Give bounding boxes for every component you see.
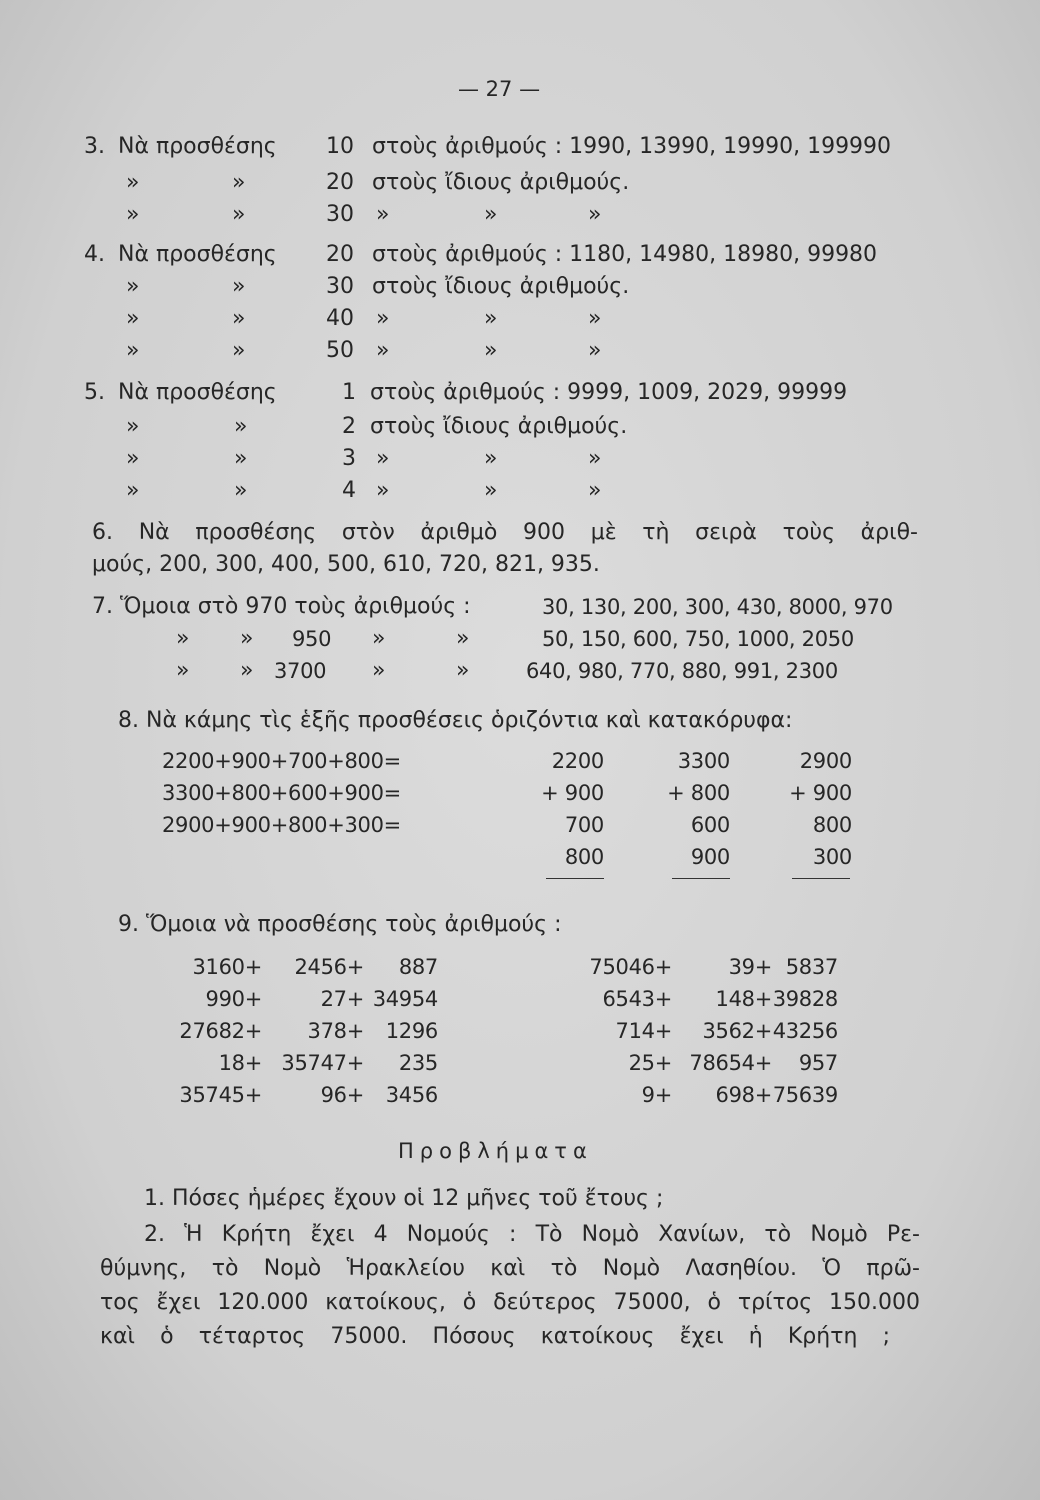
ditto-mark: » bbox=[232, 202, 246, 227]
column-addend: 800 bbox=[812, 813, 852, 837]
exercise-title: 9. Ὅμοια νὰ προσθέσης τοὺς ἀριθμούς : bbox=[118, 912, 562, 937]
column-addend: + 900 bbox=[541, 781, 604, 805]
addend: 39828 bbox=[772, 987, 838, 1011]
ditto-mark: » bbox=[484, 478, 498, 503]
addend: 25+ bbox=[628, 1051, 672, 1075]
ditto-mark: » bbox=[588, 202, 602, 227]
problem-2-line: καὶ ὁ τέταρτος 75000. Πόσους κατοίκους ἔχει ἡ Κρήτη ; bbox=[100, 1324, 890, 1349]
amount: 40 bbox=[326, 306, 354, 331]
ditto-mark: » bbox=[240, 658, 254, 683]
exercise-text: στοὺς ἀριθμούς : 1180, 14980, 18980, 99980 bbox=[372, 242, 878, 267]
ditto-mark: » bbox=[484, 202, 498, 227]
ditto-mark: » bbox=[126, 202, 140, 227]
exercise-verb: Νὰ προσθέσης bbox=[118, 134, 277, 159]
ditto-mark: » bbox=[232, 338, 246, 363]
exercise-text: στοὺς ἴδιους ἀριθμούς. bbox=[372, 274, 630, 299]
base-number: 3700 bbox=[274, 659, 327, 683]
problem-2-line: 2. Ἡ Κρήτη ἔχει 4 Νομούς : Τὸ Νομὸ Χανίων, τὸ Νομὸ Ρε- bbox=[144, 1222, 920, 1247]
base-number: 950 bbox=[292, 627, 332, 651]
sum-rule bbox=[792, 878, 850, 879]
exercise-text: 6. Νὰ προσθέσης στὸν ἀριθμὸ 900 μὲ τὴ σειρὰ τοὺς ἀριθ- bbox=[92, 520, 918, 545]
amount: 1 bbox=[342, 380, 356, 405]
page-number: — 27 — bbox=[458, 77, 541, 101]
addend: 1296 bbox=[385, 1019, 438, 1043]
ditto-mark: » bbox=[372, 658, 386, 683]
exercise-verb: Νὰ προσθέσης bbox=[118, 380, 277, 405]
ditto-mark: » bbox=[240, 626, 254, 651]
ditto-mark: » bbox=[234, 414, 248, 439]
exercise-number: 3. bbox=[84, 134, 105, 159]
ditto-mark: » bbox=[126, 414, 140, 439]
ditto-mark: » bbox=[484, 306, 498, 331]
addend: 2456+ bbox=[294, 955, 364, 979]
problem-1: 1. Πόσες ἡμέρες ἔχουν οἱ 12 μῆνες τοῦ ἔτους ; bbox=[144, 1186, 664, 1211]
ditto-mark: » bbox=[372, 626, 386, 651]
amount: 20 bbox=[326, 242, 354, 267]
addend: 78654+ bbox=[689, 1051, 772, 1075]
amount: 30 bbox=[326, 202, 354, 227]
ditto-mark: » bbox=[234, 446, 248, 471]
column-addend: 2900 bbox=[799, 749, 852, 773]
horizontal-sum: 2200+900+700+800= bbox=[162, 749, 401, 773]
addend: 96+ bbox=[320, 1083, 364, 1107]
sum-rule bbox=[546, 878, 604, 879]
addend: 43256 bbox=[772, 1019, 838, 1043]
addend: 3160+ bbox=[192, 955, 262, 979]
column-addend: 600 bbox=[690, 813, 730, 837]
addend: 39+ bbox=[728, 955, 772, 979]
column-addend: + 800 bbox=[667, 781, 730, 805]
ditto-mark: » bbox=[176, 626, 190, 651]
ditto-mark: » bbox=[588, 446, 602, 471]
exercise-title: 8. Νὰ κάμης τὶς ἑξῆς προσθέσεις ὁριζόντια καὶ κατακόρυφα: bbox=[118, 708, 793, 733]
amount: 30 bbox=[326, 274, 354, 299]
problem-2-line: τος ἔχει 120.000 κατοίκους, ὁ δεύτερος 75000, ὁ τρίτος 150.000 bbox=[100, 1290, 920, 1315]
exercise-verb: Νὰ προσθέσης bbox=[118, 242, 277, 267]
ditto-mark: » bbox=[176, 658, 190, 683]
addend: 957 bbox=[798, 1051, 838, 1075]
ditto-mark: » bbox=[484, 338, 498, 363]
number-list: 640, 980, 770, 880, 991, 2300 bbox=[526, 659, 838, 683]
problem-2-line: θύμνης, τὸ Νομὸ Ἡρακλείου καὶ τὸ Νομὸ Λασηθίου. Ὁ πρῶ- bbox=[100, 1256, 920, 1281]
ditto-mark: » bbox=[232, 306, 246, 331]
column-addend: 2200 bbox=[551, 749, 604, 773]
addend: 35747+ bbox=[281, 1051, 364, 1075]
addend: 378+ bbox=[307, 1019, 364, 1043]
ditto-mark: » bbox=[456, 658, 470, 683]
exercise-number: 4. bbox=[84, 242, 105, 267]
amount: 10 bbox=[326, 134, 354, 159]
column-addend: + 900 bbox=[789, 781, 852, 805]
ditto-mark: » bbox=[126, 274, 140, 299]
sum-rule bbox=[672, 878, 730, 879]
addend: 3456 bbox=[385, 1083, 438, 1107]
ditto-mark: » bbox=[376, 478, 390, 503]
ditto-mark: » bbox=[126, 478, 140, 503]
number-list: 30, 130, 200, 300, 430, 8000, 970 bbox=[542, 595, 893, 619]
number-list: 50, 150, 600, 750, 1000, 2050 bbox=[542, 627, 854, 651]
addend: 148+ bbox=[715, 987, 772, 1011]
ditto-mark: » bbox=[234, 478, 248, 503]
ditto-mark: » bbox=[126, 338, 140, 363]
ditto-mark: » bbox=[588, 478, 602, 503]
addend: 35745+ bbox=[179, 1083, 262, 1107]
ditto-mark: » bbox=[376, 202, 390, 227]
amount: 50 bbox=[326, 338, 354, 363]
exercise-text: 7. Ὅμοια στὸ 970 τοὺς ἀριθμούς : bbox=[92, 594, 471, 619]
exercise-text: μούς, 200, 300, 400, 500, 610, 720, 821, 935. bbox=[92, 552, 600, 577]
exercise-text: στοὺς ἴδιους ἀριθμούς. bbox=[370, 414, 628, 439]
addend: 27682+ bbox=[179, 1019, 262, 1043]
addend: 18+ bbox=[218, 1051, 262, 1075]
addend: 75046+ bbox=[589, 955, 672, 979]
addend: 698+ bbox=[715, 1083, 772, 1107]
column-addend: 3300 bbox=[677, 749, 730, 773]
addend: 75639 bbox=[772, 1083, 838, 1107]
ditto-mark: » bbox=[376, 306, 390, 331]
ditto-mark: » bbox=[588, 306, 602, 331]
exercise-text: στοὺς ἀριθμούς : 9999, 1009, 2029, 99999 bbox=[370, 380, 848, 405]
ditto-mark: » bbox=[456, 626, 470, 651]
addend: 5837 bbox=[785, 955, 838, 979]
column-addend: 300 bbox=[812, 845, 852, 869]
addend: 27+ bbox=[320, 987, 364, 1011]
exercise-number: 5. bbox=[84, 380, 105, 405]
addend: 714+ bbox=[615, 1019, 672, 1043]
amount: 2 bbox=[342, 414, 356, 439]
ditto-mark: » bbox=[126, 446, 140, 471]
addend: 990+ bbox=[205, 987, 262, 1011]
column-addend: 700 bbox=[564, 813, 604, 837]
ditto-mark: » bbox=[376, 446, 390, 471]
ditto-mark: » bbox=[376, 338, 390, 363]
ditto-mark: » bbox=[126, 170, 140, 195]
column-addend: 800 bbox=[564, 845, 604, 869]
addend: 34954 bbox=[372, 987, 438, 1011]
ditto-mark: » bbox=[232, 170, 246, 195]
addend: 887 bbox=[398, 955, 438, 979]
ditto-mark: » bbox=[588, 338, 602, 363]
addend: 9+ bbox=[641, 1083, 672, 1107]
horizontal-sum: 2900+900+800+300= bbox=[162, 813, 401, 837]
ditto-mark: » bbox=[484, 446, 498, 471]
ditto-mark: » bbox=[232, 274, 246, 299]
addend: 3562+ bbox=[702, 1019, 772, 1043]
amount: 4 bbox=[342, 478, 356, 503]
ditto-mark: » bbox=[126, 306, 140, 331]
amount: 20 bbox=[326, 170, 354, 195]
horizontal-sum: 3300+800+600+900= bbox=[162, 781, 401, 805]
exercise-text: στοὺς ἴδιους ἀριθμούς. bbox=[372, 170, 630, 195]
addend: 6543+ bbox=[602, 987, 672, 1011]
exercise-text: στοὺς ἀριθμούς : 1990, 13990, 19990, 199990 bbox=[372, 134, 892, 159]
column-addend: 900 bbox=[690, 845, 730, 869]
amount: 3 bbox=[342, 446, 356, 471]
section-heading: Προβλήματα bbox=[398, 1139, 593, 1163]
addend: 235 bbox=[398, 1051, 438, 1075]
